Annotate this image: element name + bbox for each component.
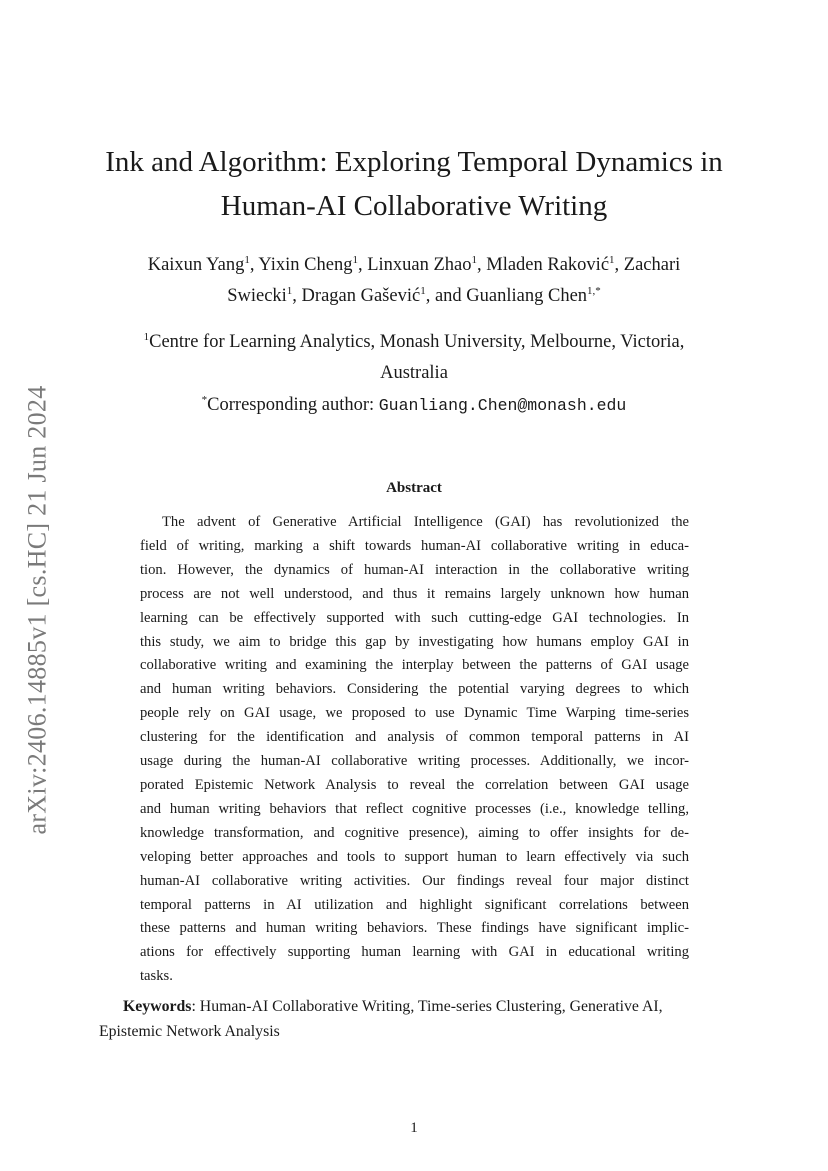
abstract-line: collaborative writing and examining the interplay between the patterns of GAI usage (140, 657, 689, 674)
keywords (99, 994, 730, 1044)
author-affiliation-mark: 1 (420, 284, 426, 297)
author-line-1: Kaixun Yang$^1$, Yixin Cheng$^1$, Linxuan Zhao$^1$, Mladen Raković$^1$, Zachari (147, 253, 681, 275)
author-affiliation-mark: 1 (352, 253, 358, 266)
abstract-line: human-AI collaborative writing activities. Our findings reveal four major distinct (140, 872, 689, 889)
author-list (80, 250, 748, 312)
keywords-label: Keywords (123, 998, 192, 1015)
keywords-text: : Human-AI Collaborative Writing, Time-series Clustering, Generative AI, (191, 998, 663, 1015)
abstract-line: usage during the human-AI collaborative writing processes. Additionally, we incor- (140, 753, 689, 770)
author-affiliation-mark: 1 (286, 284, 293, 297)
corresponding-email[interactable]: Guanliang.Chen@monash.edu (378, 396, 627, 415)
author-name: Linxuan Zhao (367, 255, 472, 275)
author-name: Guanliang Chen (466, 286, 588, 306)
abstract-line: learning can be effectively supported with such cutting-edge GAI technologies. In (140, 609, 689, 626)
abstract-line: porated Epistemic Network Analysis to reveal the correlation between GAI usage (140, 776, 689, 793)
author-name-part: Zachari (623, 255, 681, 275)
affiliation-line-2: Australia (380, 363, 448, 383)
author-affiliation-mark: 1 (471, 253, 477, 266)
author-affiliation-mark: 1 (244, 253, 250, 266)
title-line-2: Human-AI Collaborative Writing (220, 190, 608, 222)
author-affiliation-mark: 1 (609, 253, 615, 266)
page-number: 1 (410, 1120, 418, 1136)
abstract-line: The advent of Generative Artificial Intelligence (GAI) has revolutionized the (162, 514, 689, 530)
arxiv-sidebar-stamp (18, 365, 58, 855)
abstract-line: knowledge transformation, and cognitive presence), aiming to offer insights for de- (140, 824, 689, 841)
abstract-line: ations for effectively supporting human learning with GAI in educational writing (140, 944, 689, 961)
abstract-heading: Abstract (386, 480, 442, 496)
abstract-line: people rely on GAI usage, we proposed to use Dynamic Time Warping time-series (140, 705, 689, 722)
keywords-line-1 (99, 994, 730, 1019)
corresponding-mark: * (201, 393, 208, 406)
corresponding-author (80, 390, 748, 421)
arxiv-identifier: arXiv:2406.14885v1 [cs.HC] 21 Jun 2024 (23, 385, 53, 835)
abstract-line: tion. However, the dynamics of human-AI interaction in the collaborative writing (140, 561, 689, 578)
abstract-line: veloping better approaches and tools to support human to learn effectively via such (140, 848, 689, 865)
affiliation (80, 327, 748, 389)
corresponding-label: Corresponding author: (207, 395, 379, 415)
affiliation-mark: 1 (143, 330, 150, 343)
author-line-2: Swiecki$^1$, Dragan Gašević$^1$, and Guanliang Chen$^{1,*}$ (227, 284, 601, 306)
abstract-line: process are not well understood, and thus it remains largely unknown how human (140, 585, 689, 602)
abstract-line: field of writing, marking a shift towards human-AI collaborative writing in educa- (140, 537, 689, 554)
title-line-1: Ink and Algorithm: Exploring Temporal Dynamics in (105, 146, 723, 178)
abstract-line: and human writing behaviors. Considering the potential varying degrees to which (140, 681, 689, 698)
keywords-line-2: Epistemic Network Analysis (99, 1023, 280, 1040)
paper-title (60, 140, 768, 228)
author-affiliation-mark: 1,* (587, 284, 601, 297)
affiliation-line-1: $^1$Centre for Learning Analytics, Monash University, Melbourne, Victoria, (143, 330, 685, 352)
author-name: Dragan Gašević (301, 286, 421, 306)
abstract-line: temporal patterns in AI utilization and highlight significant correlations between (140, 896, 689, 913)
author-name: Mladen Raković (486, 255, 610, 275)
abstract-line: clustering for the identification and analysis of common temporal patterns in AI (140, 729, 689, 746)
author-name: Yixin Cheng (258, 255, 353, 275)
abstract-line: these patterns and human writing behaviors. These findings have significant implic- (140, 920, 689, 937)
abstract-line: this study, we aim to bridge this gap by investigating how humans employ GAI in (140, 633, 689, 650)
abstract-body (140, 511, 689, 989)
author-name-part: Swiecki (227, 286, 287, 306)
author-name: Kaixun Yang (147, 255, 245, 275)
abstract-line: and human writing behaviors that reflect cognitive processes (i.e., knowledge telling, (140, 800, 689, 817)
abstract-line: tasks. (140, 968, 173, 985)
